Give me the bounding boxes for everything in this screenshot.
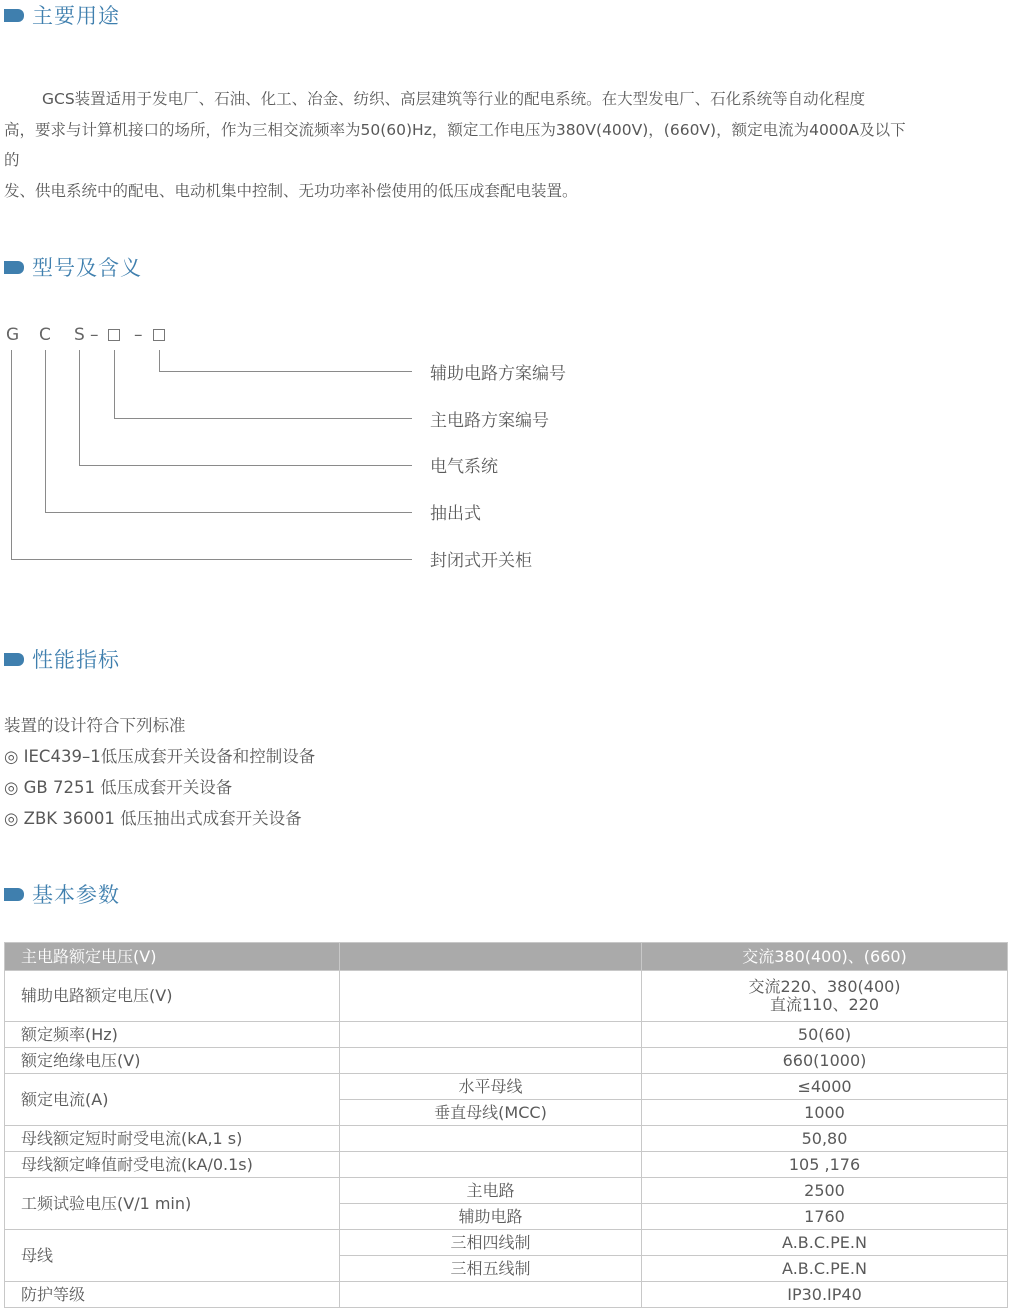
- param-name: 母线额定峰值耐受电流(kA/0.1s): [5, 1152, 340, 1178]
- standard-item: ◎ ZBK 36001 低压抽出式成套开关设备: [4, 809, 302, 828]
- section-heading-performance: [4, 644, 120, 674]
- standards-intro: 装置的设计符合下列标准: [4, 716, 186, 735]
- standard-item: ◎ GB 7251 低压成套开关设备: [4, 778, 233, 797]
- section-bullet-icon: [4, 9, 24, 22]
- param-sub: 辅助电路: [340, 1204, 642, 1230]
- connector-line: [45, 512, 412, 513]
- param-name: 辅助电路额定电压(V): [5, 971, 340, 1022]
- param-sub: [340, 943, 642, 971]
- param-value: 交流380(400)、(660): [642, 943, 1008, 971]
- connector-line: [79, 465, 412, 466]
- table-row: [5, 1022, 1008, 1048]
- connector-line: [114, 418, 412, 419]
- aux-scheme-box-icon: [153, 329, 165, 341]
- param-name: 母线: [5, 1230, 340, 1282]
- section-heading-params: [4, 879, 120, 909]
- param-name: 额定电流(A): [5, 1074, 340, 1126]
- param-sub: [340, 971, 642, 1022]
- standard-item: ◎ IEC439–1低压成套开关设备和控制设备: [4, 747, 316, 766]
- param-value: 1000: [642, 1100, 1008, 1126]
- model-dash: –: [90, 325, 99, 345]
- connector-line: [45, 350, 46, 512]
- param-value: 50,80: [642, 1126, 1008, 1152]
- param-value: 105 ,176: [642, 1152, 1008, 1178]
- main-scheme-box-icon: [108, 329, 120, 341]
- connector-line: [11, 350, 12, 559]
- usage-line: 高，要求与计算机接口的场所，作为三相交流频率为50(60)Hz，额定工作电压为380V(400V)，(660V)，额定电流为4000A及以下: [4, 120, 906, 139]
- param-name: 主电路额定电压(V): [5, 943, 340, 971]
- table-row: [5, 1178, 1008, 1204]
- param-sub: 三相五线制: [340, 1256, 642, 1282]
- label-enclosed-switchgear: 封闭式开关柜: [430, 551, 532, 571]
- table-row: [5, 1230, 1008, 1256]
- table-row: [5, 1152, 1008, 1178]
- param-name: 额定绝缘电压(V): [5, 1048, 340, 1074]
- param-sub: 垂直母线(MCC): [340, 1100, 642, 1126]
- standards-list: [4, 710, 315, 834]
- param-sub: 主电路: [340, 1178, 642, 1204]
- param-name: 母线额定短时耐受电流(kA,1 s): [5, 1126, 340, 1152]
- connector-line: [11, 559, 412, 560]
- model-letter-g: G: [6, 325, 20, 345]
- table-row: [5, 1074, 1008, 1100]
- param-value: IP30.IP40: [642, 1282, 1008, 1308]
- table-row: [5, 971, 1008, 1022]
- connector-line: [79, 350, 80, 465]
- model-code: [0, 325, 200, 347]
- param-sub: [340, 1022, 642, 1048]
- label-aux-scheme: 辅助电路方案编号: [430, 364, 566, 384]
- param-value: 2500: [642, 1178, 1008, 1204]
- param-sub: [340, 1126, 642, 1152]
- table-row: [5, 1282, 1008, 1308]
- usage-line: 发、供电系统中的配电、电动机集中控制、无功功率补偿使用的低压成套配电装置。: [4, 181, 578, 200]
- model-dash: –: [134, 325, 143, 345]
- usage-line: 的: [4, 151, 20, 169]
- usage-line: GCS装置适用于发电厂、石油、化工、冶金、纺织、高层建筑等行业的配电系统。在大型发电厂、石化系统等自动化程度: [42, 90, 866, 108]
- param-value-line: 交流220、380(400): [748, 977, 901, 996]
- param-name: 工频试验电压(V/1 min): [5, 1178, 340, 1230]
- param-value-line: 直流110、220: [769, 995, 880, 1014]
- param-sub: [340, 1152, 642, 1178]
- param-value: A.B.C.PE.N: [642, 1230, 1008, 1256]
- section-title: 性能指标: [32, 648, 120, 672]
- param-name: 额定频率(Hz): [5, 1022, 340, 1048]
- table-row: [5, 943, 1008, 971]
- param-value: A.B.C.PE.N: [642, 1256, 1008, 1282]
- param-sub: [340, 1048, 642, 1074]
- param-name: 防护等级: [5, 1282, 340, 1308]
- label-drawout: 抽出式: [430, 504, 481, 524]
- connector-line: [114, 350, 115, 418]
- section-heading-model: [4, 252, 142, 282]
- param-value: 50(60): [642, 1022, 1008, 1048]
- param-value: 1760: [642, 1204, 1008, 1230]
- param-value: ≤4000: [642, 1074, 1008, 1100]
- label-main-scheme: 主电路方案编号: [430, 411, 549, 431]
- model-letter-s: S: [74, 325, 85, 345]
- table-row: [5, 1126, 1008, 1152]
- section-title: 主要用途: [32, 4, 120, 28]
- section-bullet-icon: [4, 261, 24, 274]
- section-bullet-icon: [4, 653, 24, 666]
- model-letter-c: C: [39, 325, 51, 345]
- param-sub: 水平母线: [340, 1074, 642, 1100]
- label-electrical-system: 电气系统: [430, 457, 498, 477]
- connector-line: [159, 371, 412, 372]
- section-heading-usage: [4, 0, 120, 30]
- connector-line: [159, 350, 160, 371]
- parameters-table: [4, 942, 1008, 1308]
- section-title: 基本参数: [32, 883, 120, 907]
- section-title: 型号及含义: [32, 256, 142, 280]
- usage-paragraph: [4, 84, 1010, 206]
- section-bullet-icon: [4, 888, 24, 901]
- param-sub: [340, 1282, 642, 1308]
- param-value: [642, 971, 1008, 1022]
- param-sub: 三相四线制: [340, 1230, 642, 1256]
- param-value: 660(1000): [642, 1048, 1008, 1074]
- table-row: [5, 1048, 1008, 1074]
